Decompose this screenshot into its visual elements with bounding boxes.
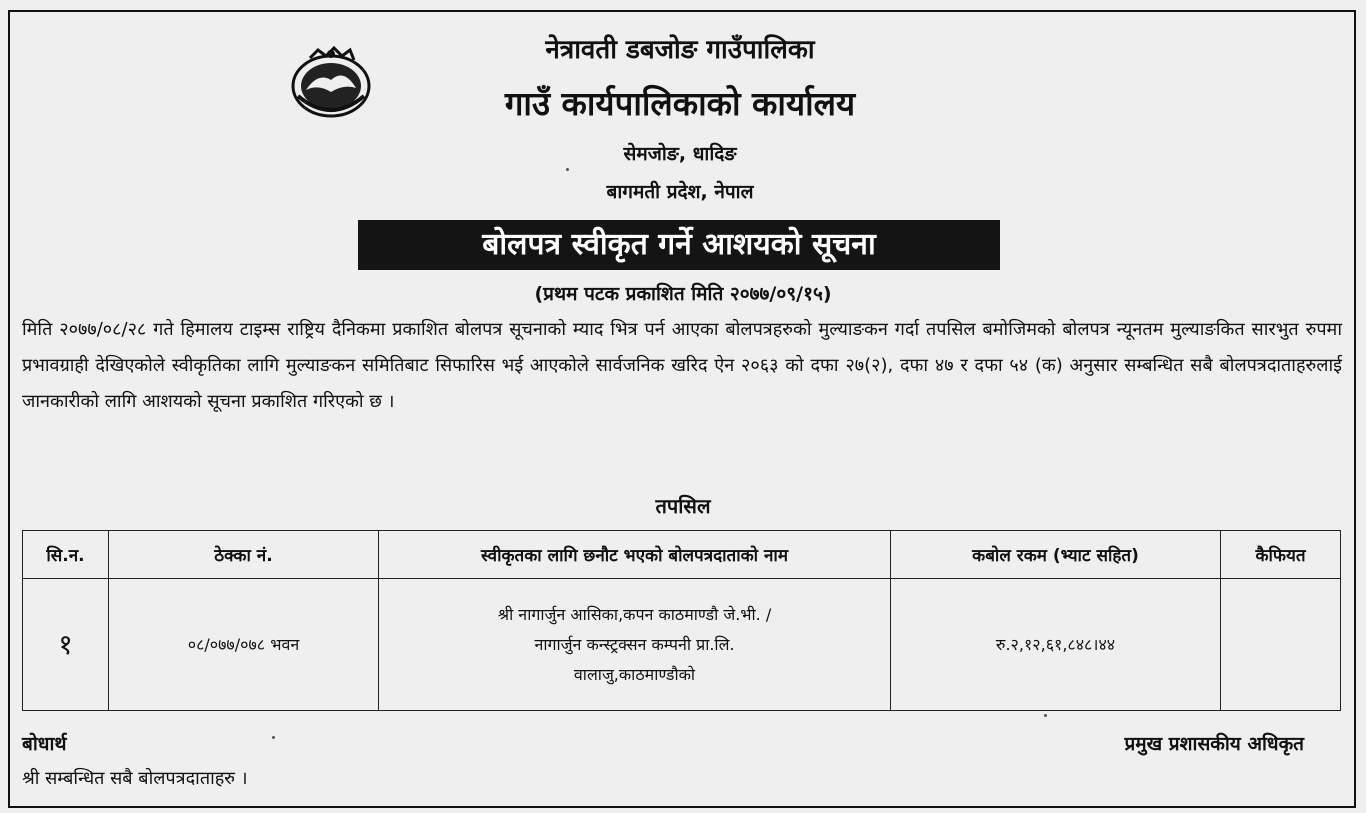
signatory-title: प्रमुख प्रशासकीय अधिकृत (1124, 733, 1304, 755)
notice-body: मिति २०७७/०८/२८ गते हिमालय टाइम्स राष्ट्रिय दैनिकमा प्रकाशित बोलपत्र सूचनाको म्याद भित्र पर्न आएका बोलपत्रहरुको मुल्याङकन गर्दा तपसिल बमोजिमको बोलपत्र न्यूनतम मुल्याङकित सारभुत रुपमा प्रभावग्राही देखिएकोले स्वीकृतिका लागि मुल्याङकन समितिबाट सिफारिस भई आएकोले सार्वजनिक खरिद ऐन २०६३ को दफा २७(२), दफा ४७ र दफा ५४ (क) अनुसार सम्बन्धित सबै बोलपत्रदाताहरुलाई जानकारीको लागि आशयको सूचना प्रकाशित गरिएको छ । (22, 319, 1342, 412)
address-line-1: सेमजोङ, धादिङ (623, 143, 737, 165)
municipality-name: नेत्रावती डबजोङ गाउँपालिका (545, 35, 815, 65)
header-bid-amount: कबोल रकम (भ्याट सहित) (891, 531, 1221, 579)
office-name: गाउँ कार्यपालिकाको कार्यालय (504, 84, 856, 123)
bidder-line-1: श्री नागार्जुन आसिका,कपन काठमाण्डौ जे.भी. / (497, 604, 772, 624)
bid-table (22, 530, 1341, 711)
publication-date: (प्रथम पटक प्रकाशित मिति २०७७/०९/१५) (534, 283, 832, 305)
header-contract-no: ठेक्का नं. (109, 531, 379, 579)
cell-bidder-name (379, 579, 891, 711)
bidder-line-2: नागार्जुन कन्स्ट्रक्सन कम्पनी प्रा.लि. (534, 634, 735, 654)
table-header-row (23, 531, 1341, 579)
cc-label: बोधार्थ (22, 733, 67, 755)
cc-recipients: श्री सम्बन्धित सबै बोलपत्रदाताहरु । (22, 768, 248, 789)
cell-contract-no: ०८/०७७/०७८ भवन (109, 579, 379, 711)
cell-sn: १ (23, 579, 109, 711)
cell-bid-amount: रु.२,१२,६१,८४८।४४ (891, 579, 1221, 711)
scan-speck (1044, 714, 1047, 717)
address-line-2: बागमती प्रदेश, नेपाल (606, 181, 754, 203)
header-bidder-name: स्वीकृतका लागि छनौट भएको बोलपत्रदाताको नाम (379, 531, 891, 579)
notice-title: बोलपत्र स्वीकृत गर्ने आशयको सूचना (358, 220, 1000, 270)
scan-speck (566, 168, 569, 171)
bidder-line-3: वालाजु,काठमाण्डौको (573, 664, 696, 684)
header-remarks: कैफियत (1221, 531, 1341, 579)
details-heading: तपसिल (655, 494, 711, 518)
scan-speck (272, 736, 275, 739)
cell-remarks (1221, 579, 1341, 711)
header-sn: सि.न. (23, 531, 109, 579)
table-row (23, 579, 1341, 711)
